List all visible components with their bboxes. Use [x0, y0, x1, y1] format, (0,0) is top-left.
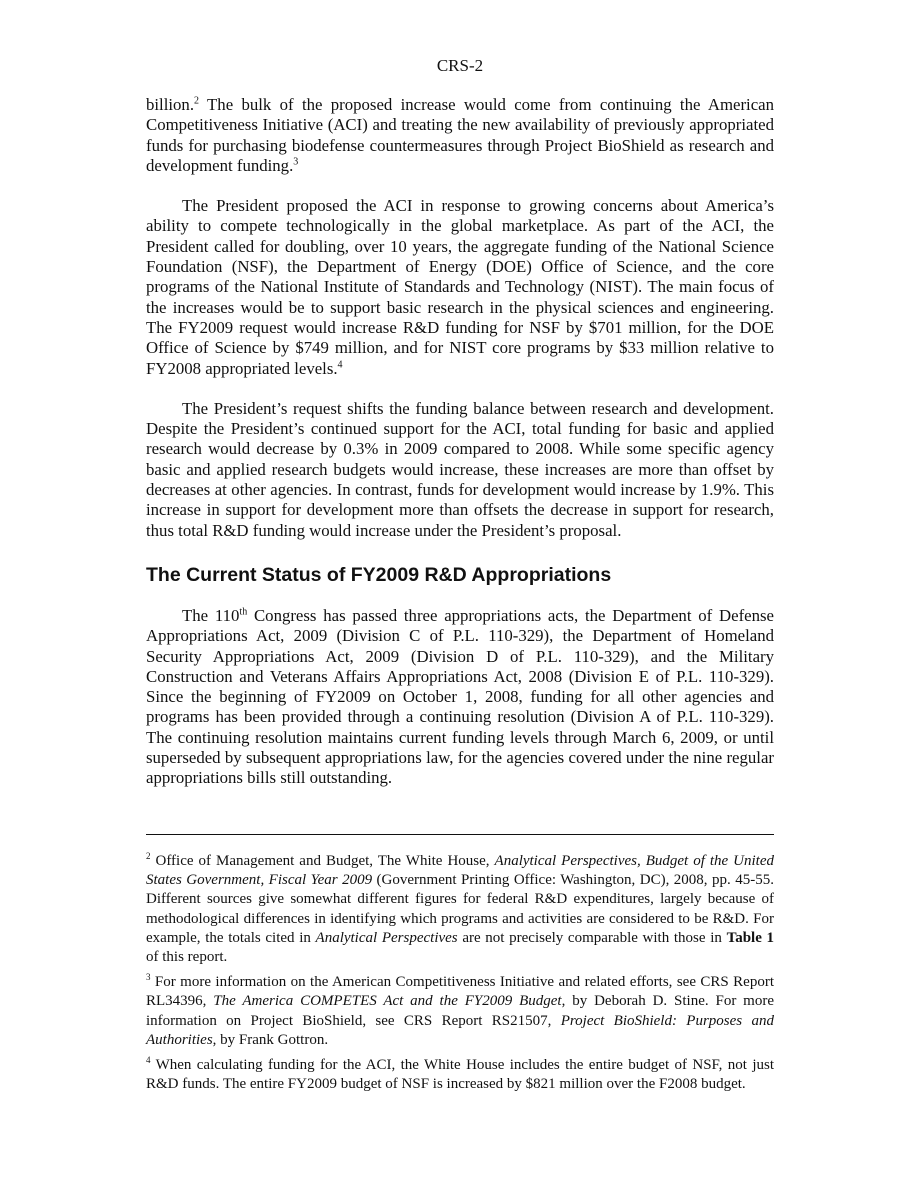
main-body	[146, 95, 774, 789]
page-number: CRS-2	[436, 56, 484, 75]
footnote-divider	[146, 834, 774, 835]
paragraph-4	[146, 606, 774, 789]
footnote-ref-2[interactable]: 2	[194, 95, 200, 107]
paragraph-3: The President’s request shifts the funding balance between research and development. Despite the President’s continued support for the ACI, total funding for basic and applied research would decrease by 0.3% in 2009 compared to 2008. While some specific agency basic and applied research budgets would increase, these increases are more than offset by decreases at other agencies. In contrast, funds for development would increase by 1.9%. This increase in support for development more than offsets the decrease in support for research, thus total R&D funding would increase under the President’s proposal.	[146, 398, 774, 540]
footnote-italic-title: Analytical Perspectives, Budget of the United States Government, Fiscal Year 2009	[146, 853, 774, 889]
paragraph-1-text-b: The bulk of the proposed increase would come from continuing the American Competitiveness Initiative (ACI) and treating the new availability of previously appropriated funds for purchasing biodefense countermeasures through Project BioShield as research and development funding.	[146, 95, 774, 175]
paragraph-spacer	[146, 379, 774, 399]
footnote-text: (Government Printing Office: Washington, DC), 2008, pp. 45-55. Different sources give somewhat different figures for federal R&D expenditures, largely because of methodological differences in identifying which programs and activities are considered to be R&D. For example, the totals cited in	[146, 872, 774, 946]
paragraph-1-text-a: billion.	[146, 95, 195, 114]
footnote-ref-4[interactable]: 4	[337, 358, 343, 370]
footnote-text: , by Deborah D. Stine. For more information on Project BioShield, see CRS Report RS21507,	[146, 993, 775, 1029]
footnote-4	[146, 1056, 774, 1094]
footnotes-section	[146, 852, 774, 1100]
paragraph-2-text: The President proposed the ACI in response to growing concerns about America’s ability to compete technologically in the global marketplace. As part of the ACI, the President called for doubling, over 10 years, the aggregate funding of the National Science Foundation (NSF), the Department of Energy (DOE) Office of Science, and the core programs of the National Institute of Standards and Technology (NIST). The main focus of the increases would be to support basic research in the physical sciences and engineering. The FY2009 request would increase R&D funding for NSF by $701 million, for the DOE Office of Science by $749 million, and for NIST core programs by $33 million relative to FY2008 appropriated levels.	[146, 196, 774, 378]
footnote-text: of this report.	[146, 949, 228, 966]
paragraph-spacer	[146, 176, 774, 196]
footnote-ref-3[interactable]: 3	[293, 156, 299, 168]
ordinal-suffix: th	[239, 606, 248, 618]
footnote-text: , by Frank Gottron.	[212, 1031, 329, 1048]
paragraph-4-text-b: Congress has passed three appropriations acts, the Department of Defense Appropriations Act, 2009 (Division C of P.L. 110-329), the Department of Homeland Security Appropriations Act, 2009 (Division D of P.L. 110-329), and the Military Construction and Veterans Affairs Appropriations Act, 2008 (Division E of P.L. 110-329). Since the beginning of FY2009 on October 1, 2008, funding for all other agencies and programs has been provided through a continuing resolution (Division A of P.L. 110-329). The continuing resolution maintains current funding levels through March 6, 2009, or until superseded by subsequent appropriations law, for the agencies covered under the nine regular appropriations bills still outstanding.	[146, 605, 774, 788]
paragraph-1	[146, 95, 774, 176]
page-header	[0, 56, 920, 76]
footnote-text: Office of Management and Budget, The White House,	[150, 853, 495, 869]
footnote-2	[146, 852, 774, 967]
paragraph-2	[146, 196, 774, 379]
table-reference: Table 1	[726, 929, 775, 946]
section-heading: The Current Status of FY2009 R&D Appropriations	[146, 563, 612, 586]
footnote-3	[146, 973, 774, 1050]
footnote-number: 3	[146, 972, 151, 983]
footnote-italic-title: Analytical Perspectives	[315, 929, 458, 946]
footnote-text: For more information on the American Competitiveness Initiative and related efforts, see CRS Report RL34396,	[146, 974, 774, 1010]
footnote-number: 4	[146, 1055, 151, 1066]
footnote-text: When calculating funding for the ACI, the White House includes the entire budget of NSF, not just R&D funds. The entire FY2009 budget of NSF is increased by $821 million over the F2008 budget.	[146, 1057, 774, 1093]
footnote-text: are not precisely comparable with those in	[457, 929, 727, 946]
footnote-italic-title: The America COMPETES Act and the FY2009 Budget	[213, 993, 562, 1010]
footnote-italic-title: Project BioShield: Purposes and Authorities	[146, 1012, 774, 1048]
paragraph-4-text-a: The 110	[182, 605, 240, 625]
footnote-number: 2	[146, 851, 151, 861]
